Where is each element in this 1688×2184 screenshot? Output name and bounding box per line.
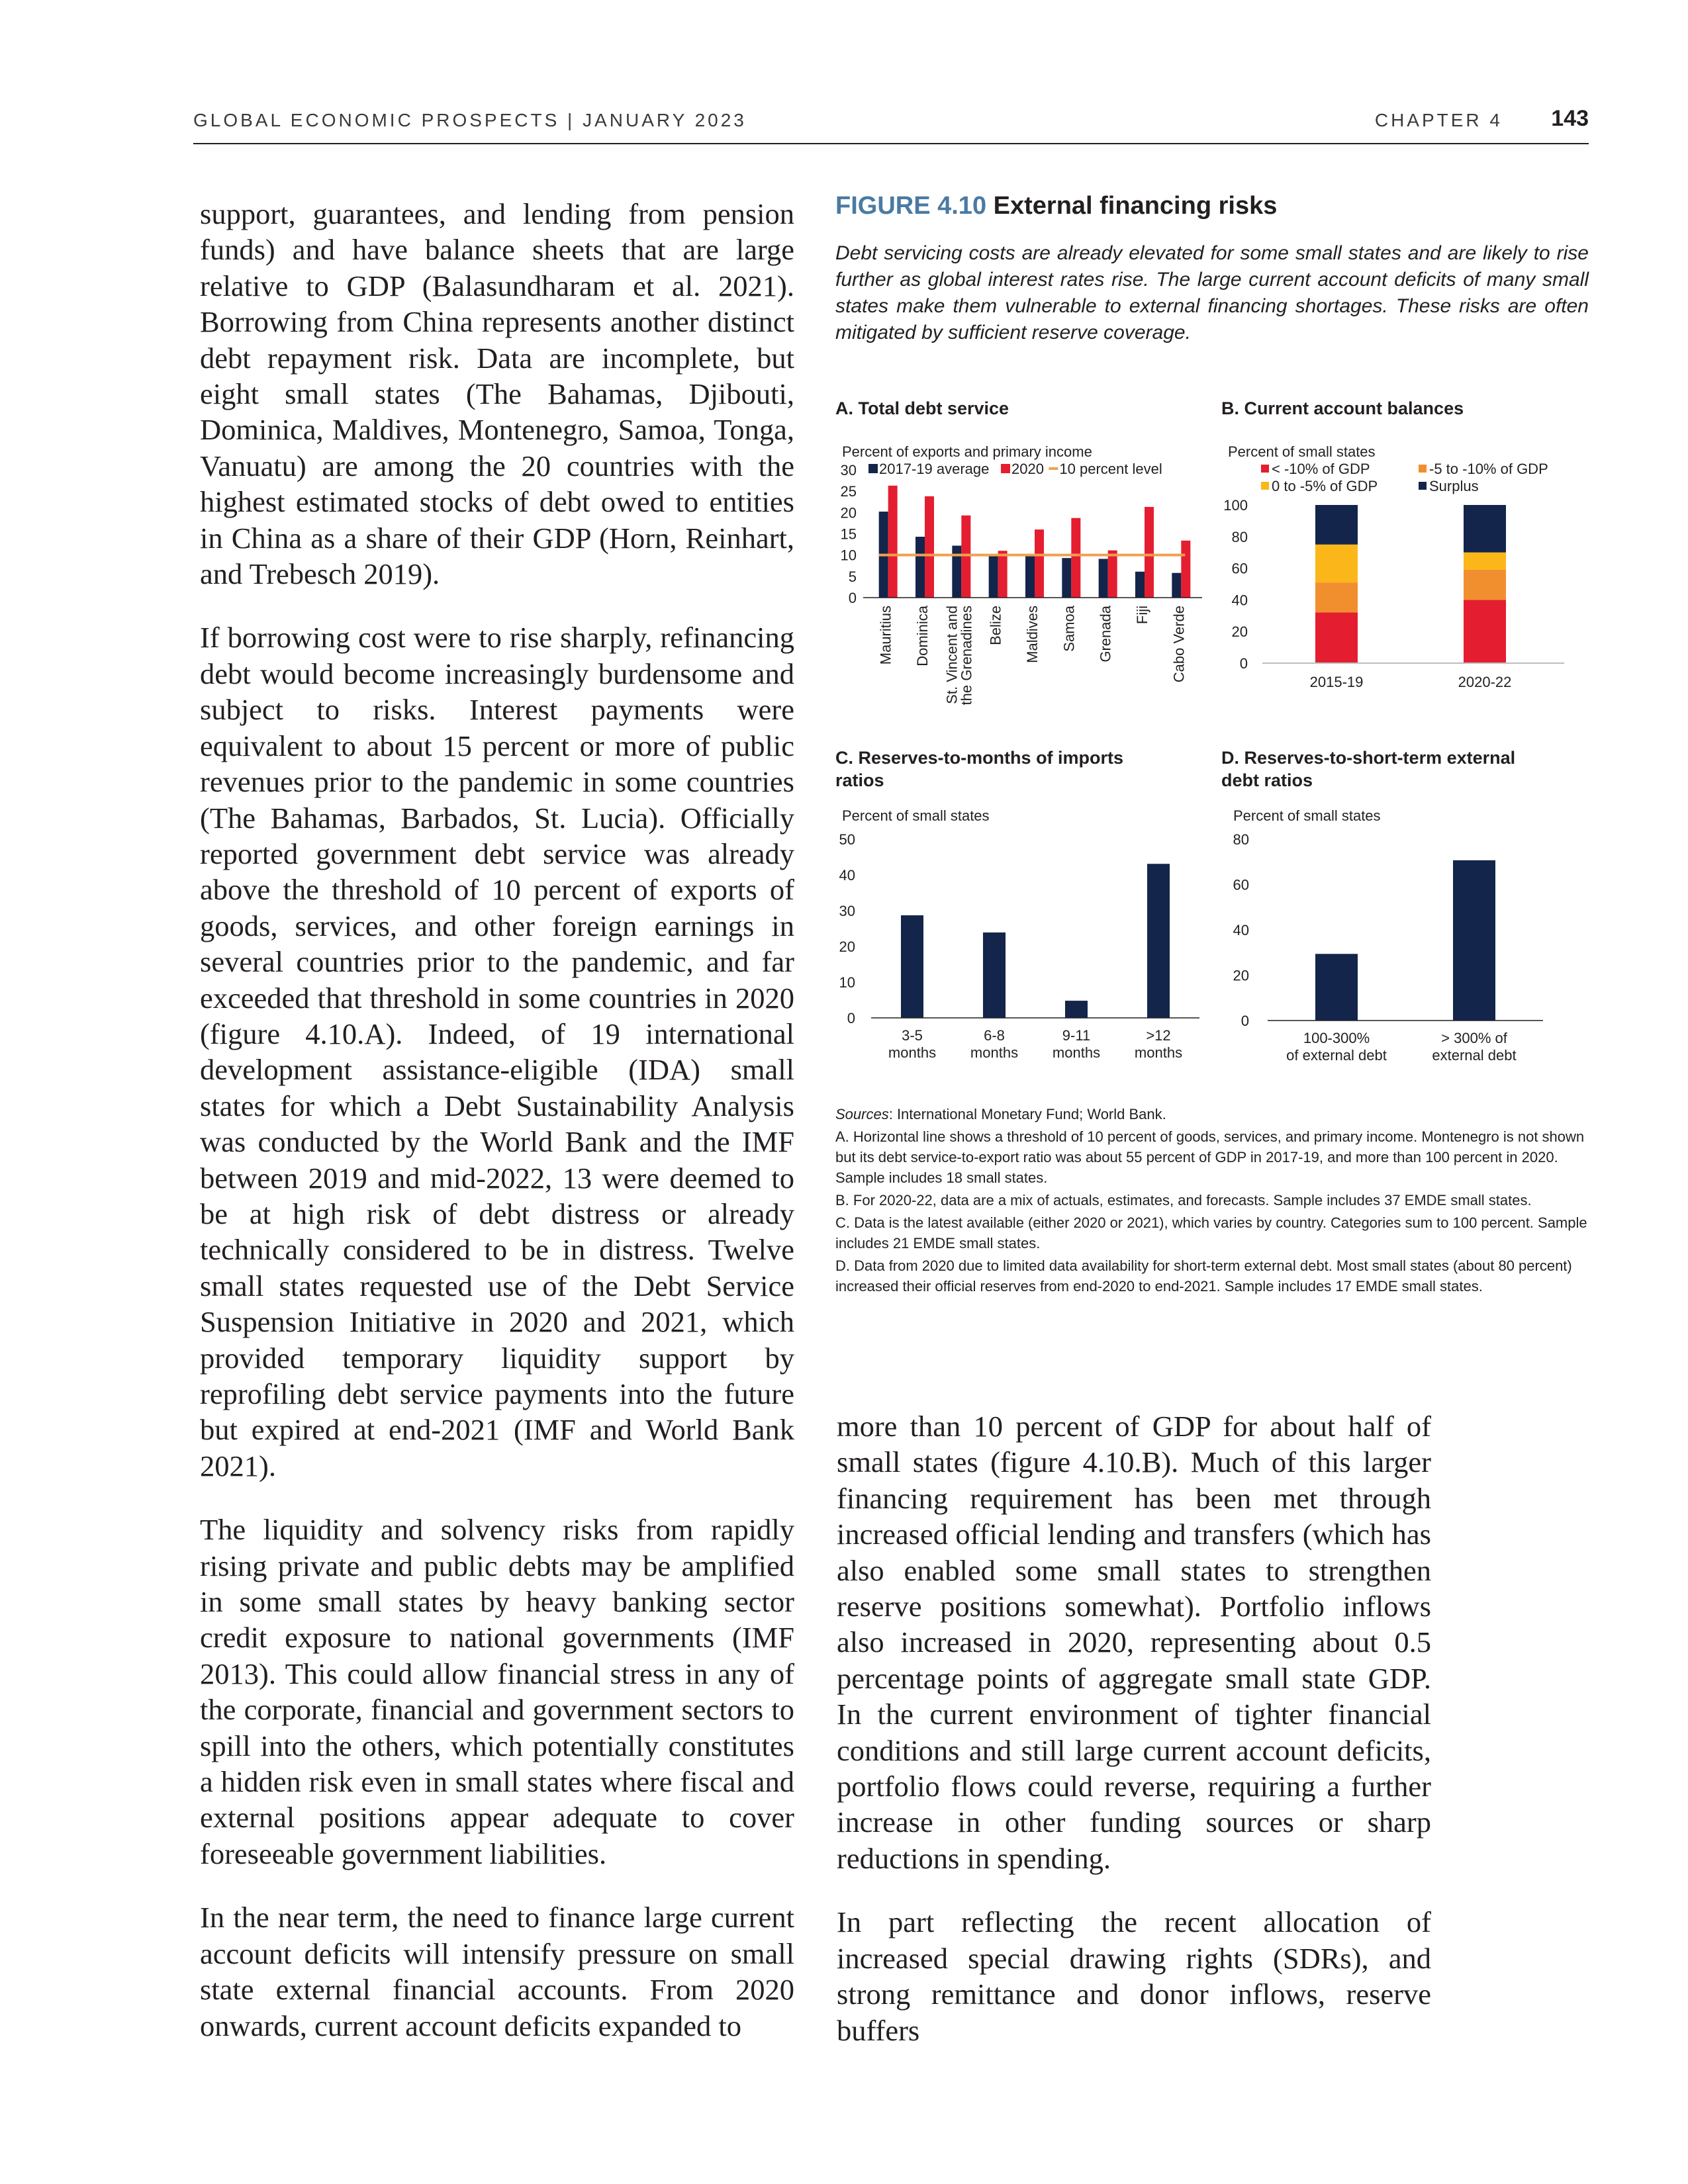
right-column <box>837 1408 1431 2076</box>
legend-label: 2017-19 average <box>879 461 990 477</box>
x-tick-label: Fiji <box>1134 606 1150 625</box>
bar-2020 <box>888 486 898 598</box>
legend-label: Surplus <box>1429 478 1479 494</box>
y-tick-label: 20 <box>840 504 857 522</box>
x-tick-label: 100-300% <box>1303 1030 1370 1046</box>
stacked-segment <box>1315 545 1358 582</box>
y-tick-label: 50 <box>839 831 855 848</box>
left-column <box>200 196 794 2071</box>
panel-a-total-debt-service <box>835 397 1213 728</box>
legend-label: 2020 <box>1011 461 1044 477</box>
y-tick-label: 60 <box>1233 876 1249 893</box>
bar <box>901 915 923 1018</box>
bar-2017-19 <box>989 555 998 598</box>
y-tick-label: 10 <box>840 547 857 564</box>
x-tick-label: > 300% of <box>1441 1030 1507 1046</box>
stacked-segment <box>1315 582 1358 612</box>
bar <box>1147 864 1170 1018</box>
x-tick-label: Samoa <box>1060 606 1078 652</box>
legend-swatch <box>1001 464 1010 473</box>
note-c: C. Data is the latest available (either 2020 or 2021), which varies by country. Categories sum to 100 percent. Sample includes 21 EMDE small states. <box>835 1214 1587 1251</box>
bar <box>983 933 1006 1018</box>
x-tick-label: >12 <box>1146 1027 1171 1044</box>
x-tick-label: months <box>970 1044 1019 1061</box>
bar-2017-19 <box>1025 555 1035 598</box>
sources-text: : International Monetary Fund; World Bank. <box>888 1106 1166 1122</box>
bar-2020 <box>1145 507 1154 598</box>
x-tick-label: 3-5 <box>902 1027 923 1044</box>
bar-2020 <box>1035 529 1044 598</box>
y-tick-label: 0 <box>848 590 857 606</box>
chart-d-svg <box>1221 802 1592 1093</box>
x-tick-label: 2015-19 <box>1309 674 1364 690</box>
x-tick-label: Belize <box>987 606 1004 645</box>
chart-a-svg <box>835 430 1213 735</box>
legend-label: 0 to -5% of GDP <box>1272 478 1378 494</box>
legend-swatch <box>1261 465 1269 473</box>
y-tick-label: 40 <box>1233 922 1249 938</box>
bar-2017-19 <box>1172 573 1181 598</box>
paragraph: If borrowing cost were to rise sharply, refinancing debt would become increasingly burdensome and subject to risks. Interest payments were equivalent to about 15 percent or more of public revenues prior to the pandemic in some countries (The Bahamas, Barbados, St. Lucia). Officially reported government debt service was already above the threshold of 10 percent of exports of goods, services, and other foreign earnings in several countries prior to the pandemic, and far exceeded that threshold in some countries in 2020 (figure 4.10.A). Indeed, of 19 international development assistance-eligible (IDA) small states for which a Debt Sustainability Analysis was conducted by the World Bank and the IMF between 2019 and mid-2022, 13 were deemed to be at high risk of debt distress or already technically considered to be in distress. Twelve small states requested use of the Debt Service Suspension Initiative in 2020 and 2021, which provided temporary liquidity support by reprofiling debt service payments into the future but expired at end-2021 (IMF and World Bank 2021). <box>200 621 794 1482</box>
x-tick-label: months <box>1134 1044 1183 1061</box>
sources-line <box>835 1104 1589 1124</box>
stacked-segment <box>1464 600 1506 663</box>
bar <box>1453 860 1495 1021</box>
x-tick-label: Cabo Verde <box>1170 606 1188 683</box>
y-tick-label: 100 <box>1223 497 1248 514</box>
note-a: A. Horizontal line shows a threshold of 10 percent of goods, services, and primary income. Montenegro is not shown but its debt service-to-export ratio was about 55 percent of GDP in 2017-19, and more than 100 percent in 2020. Sample includes 18 small states. <box>835 1128 1585 1186</box>
panel-title: B. Current account balances <box>1221 398 1464 418</box>
legend-label: < -10% of GDP <box>1272 461 1370 477</box>
y-tick-label: 5 <box>848 568 857 585</box>
x-tick-label: 9-11 <box>1062 1027 1091 1044</box>
stacked-segment <box>1315 505 1358 545</box>
x-tick-label: Mauritius <box>877 606 894 665</box>
bar-2020 <box>925 496 934 598</box>
x-tick-label: 2020-22 <box>1458 674 1512 690</box>
legend-label: -5 to -10% of GDP <box>1429 461 1548 477</box>
page-number: 143 <box>1551 106 1589 131</box>
panel-title-line: D. Reserves-to-short-term external <box>1221 748 1516 768</box>
bar-2017-19 <box>915 537 925 598</box>
legend-swatch <box>868 464 878 473</box>
bar-2020 <box>1108 551 1117 598</box>
paragraph: The liquidity and solvency risks from rapidly rising private and public debts may be amplified in some small states by heavy banking sector credit exposure to national governments (IMF 2013). This could allow financial stress in any of the corporate, financial and government sectors to spill into the others, which potentially constitutes a hidden risk even in small states where fiscal and external positions appear adequate to cover foreseeable government liabilities. <box>200 1513 794 1870</box>
panel-title <box>1221 747 1592 792</box>
y-tick-label: 20 <box>1231 623 1248 641</box>
y-tick-label: 60 <box>1231 560 1248 577</box>
x-tick-label: months <box>888 1044 937 1061</box>
paragraph: support, guarantees, and lending from pension funds) and have balance sheets that are large relative to GDP (Balasundharam et al. 2021). Borrowing from China represents another distinct debt repayment risk. Data are incomplete, but eight small states (The Bahamas, Djibouti, Dominica, Maldives, Montenegro, Samoa, Tonga, Vanuatu) are among the 20 countries with the highest estimated stocks of debt owed to entities in China as a share of their GDP (Horn, Reinhart, and Trebesch 2019). <box>200 197 794 591</box>
bar-2017-19 <box>1135 572 1145 598</box>
publication-title: GLOBAL ECONOMIC PROSPECTS | JANUARY 2023 <box>193 110 747 130</box>
x-tick-label: 6-8 <box>984 1027 1005 1044</box>
chart-c-svg <box>835 802 1213 1093</box>
y-tick-label: 15 <box>840 525 857 543</box>
legend-swatch <box>1419 482 1427 490</box>
y-tick-label: 40 <box>1231 592 1248 609</box>
legend-label: 10 percent level <box>1059 461 1162 477</box>
y-tick-label: 30 <box>840 462 857 478</box>
note-b: B. For 2020-22, data are a mix of actuals, estimates, and forecasts. Sample includes 37 EMDE small states. <box>835 1192 1532 1208</box>
x-tick-label: St. Vincent and <box>943 606 961 704</box>
running-header <box>193 106 1589 144</box>
y-tick-label: 80 <box>1231 528 1248 545</box>
legend-swatch <box>1419 465 1427 473</box>
legend-swatch <box>1261 482 1269 490</box>
x-tick-label: Maldives <box>1024 606 1041 663</box>
panel-d-reserves-short-term-debt <box>1221 747 1592 1084</box>
y-tick-label: 0 <box>847 1010 855 1026</box>
stacked-segment <box>1464 553 1506 570</box>
x-tick-label: external debt <box>1432 1047 1517 1064</box>
figure-title <box>835 192 1589 220</box>
y-tick-label: 40 <box>839 867 855 884</box>
stacked-segment <box>1464 570 1506 600</box>
panel-title-line: ratios <box>835 770 884 790</box>
bar-2020 <box>1181 541 1190 598</box>
bar-2017-19 <box>1099 559 1108 598</box>
bar-2017-19 <box>952 546 961 598</box>
bar-2020 <box>961 516 970 598</box>
bar-2020 <box>1071 518 1080 598</box>
figure-title-text: External financing risks <box>993 192 1278 220</box>
y-axis-unit-label: Percent of small states <box>1228 443 1376 460</box>
panel-title-line: debt ratios <box>1221 770 1313 790</box>
x-tick-label: the Grenadines <box>958 606 975 705</box>
paragraph: more than 10 percent of GDP for about half of small states (figure 4.10.B). Much of this larger financing requirement has been met through increased official lending and transfers (which has also enabled some small states to strengthen reserve positions somewhat). Portfolio inflows also increased in 2020, representing about 0.5 percentage points of aggregate small state GDP. In the current environment of tighter financial conditions and still large current account deficits, portfolio flows could reverse, requiring a further increase in other funding sources or sharp reductions in spending. <box>837 1410 1431 1875</box>
y-tick-label: 10 <box>839 974 855 991</box>
panel-c-reserves-months-imports <box>835 747 1213 1084</box>
y-axis-unit-label: Percent of small states <box>842 807 990 824</box>
x-tick-label: Dominica <box>914 606 931 666</box>
figure-notes <box>835 1104 1589 1298</box>
x-tick-label: months <box>1052 1044 1101 1061</box>
sources-label: Sources <box>835 1106 889 1122</box>
paragraph: In part reflecting the recent allocation of increased special drawing rights (SDRs), and strong remittance and donor inflows, reserve buffers <box>837 1905 1431 2047</box>
panel-title <box>835 747 1213 792</box>
note-d: D. Data from 2020 due to limited data availability for short-term external debt. Most small states (about 80 percent) increased their official reserves from end-2020 to end-2021. Sample includes 17 EMDE small states. <box>835 1257 1572 1295</box>
figure-4-10 <box>835 192 1589 346</box>
panel-title-line: C. Reserves-to-months of imports <box>835 748 1124 768</box>
figure-number: FIGURE 4.10 <box>835 192 987 220</box>
y-axis-unit-label: Percent of small states <box>1233 807 1381 824</box>
panel-b-current-account-balances <box>1221 397 1592 728</box>
y-tick-label: 30 <box>839 903 855 919</box>
stacked-segment <box>1464 505 1506 553</box>
y-tick-label: 20 <box>839 938 855 955</box>
chapter-label: CHAPTER 4 <box>1374 110 1503 130</box>
bar-2017-19 <box>1062 558 1071 598</box>
x-tick-label: of external debt <box>1286 1047 1387 1064</box>
chart-b-svg <box>1221 430 1592 735</box>
y-tick-label: 0 <box>1239 655 1248 672</box>
y-tick-label: 80 <box>1233 831 1249 848</box>
figure-subtitle: Debt servicing costs are already elevated for some small states and are likely to rise further as global interest rates rise. The large current account deficits of many small states make them vulnerable to external financing shortages. These risks are often mitigated by sufficient reserve coverage. <box>835 242 1589 343</box>
panel-title: A. Total debt service <box>835 398 1009 418</box>
stacked-segment <box>1315 613 1358 663</box>
x-tick-label: Grenada <box>1097 606 1114 662</box>
y-tick-label: 0 <box>1241 1013 1249 1029</box>
y-axis-unit-label: Percent of exports and primary income <box>842 443 1092 460</box>
bar-2020 <box>998 551 1008 598</box>
bar <box>1315 954 1358 1021</box>
paragraph: In the near term, the need to finance large current account deficits will intensify pressure on small state external financial accounts. From 2020 onwards, current account deficits expanded to <box>200 1901 794 2042</box>
y-tick-label: 20 <box>1233 967 1249 984</box>
y-tick-label: 25 <box>840 483 857 500</box>
bar <box>1065 1001 1088 1018</box>
